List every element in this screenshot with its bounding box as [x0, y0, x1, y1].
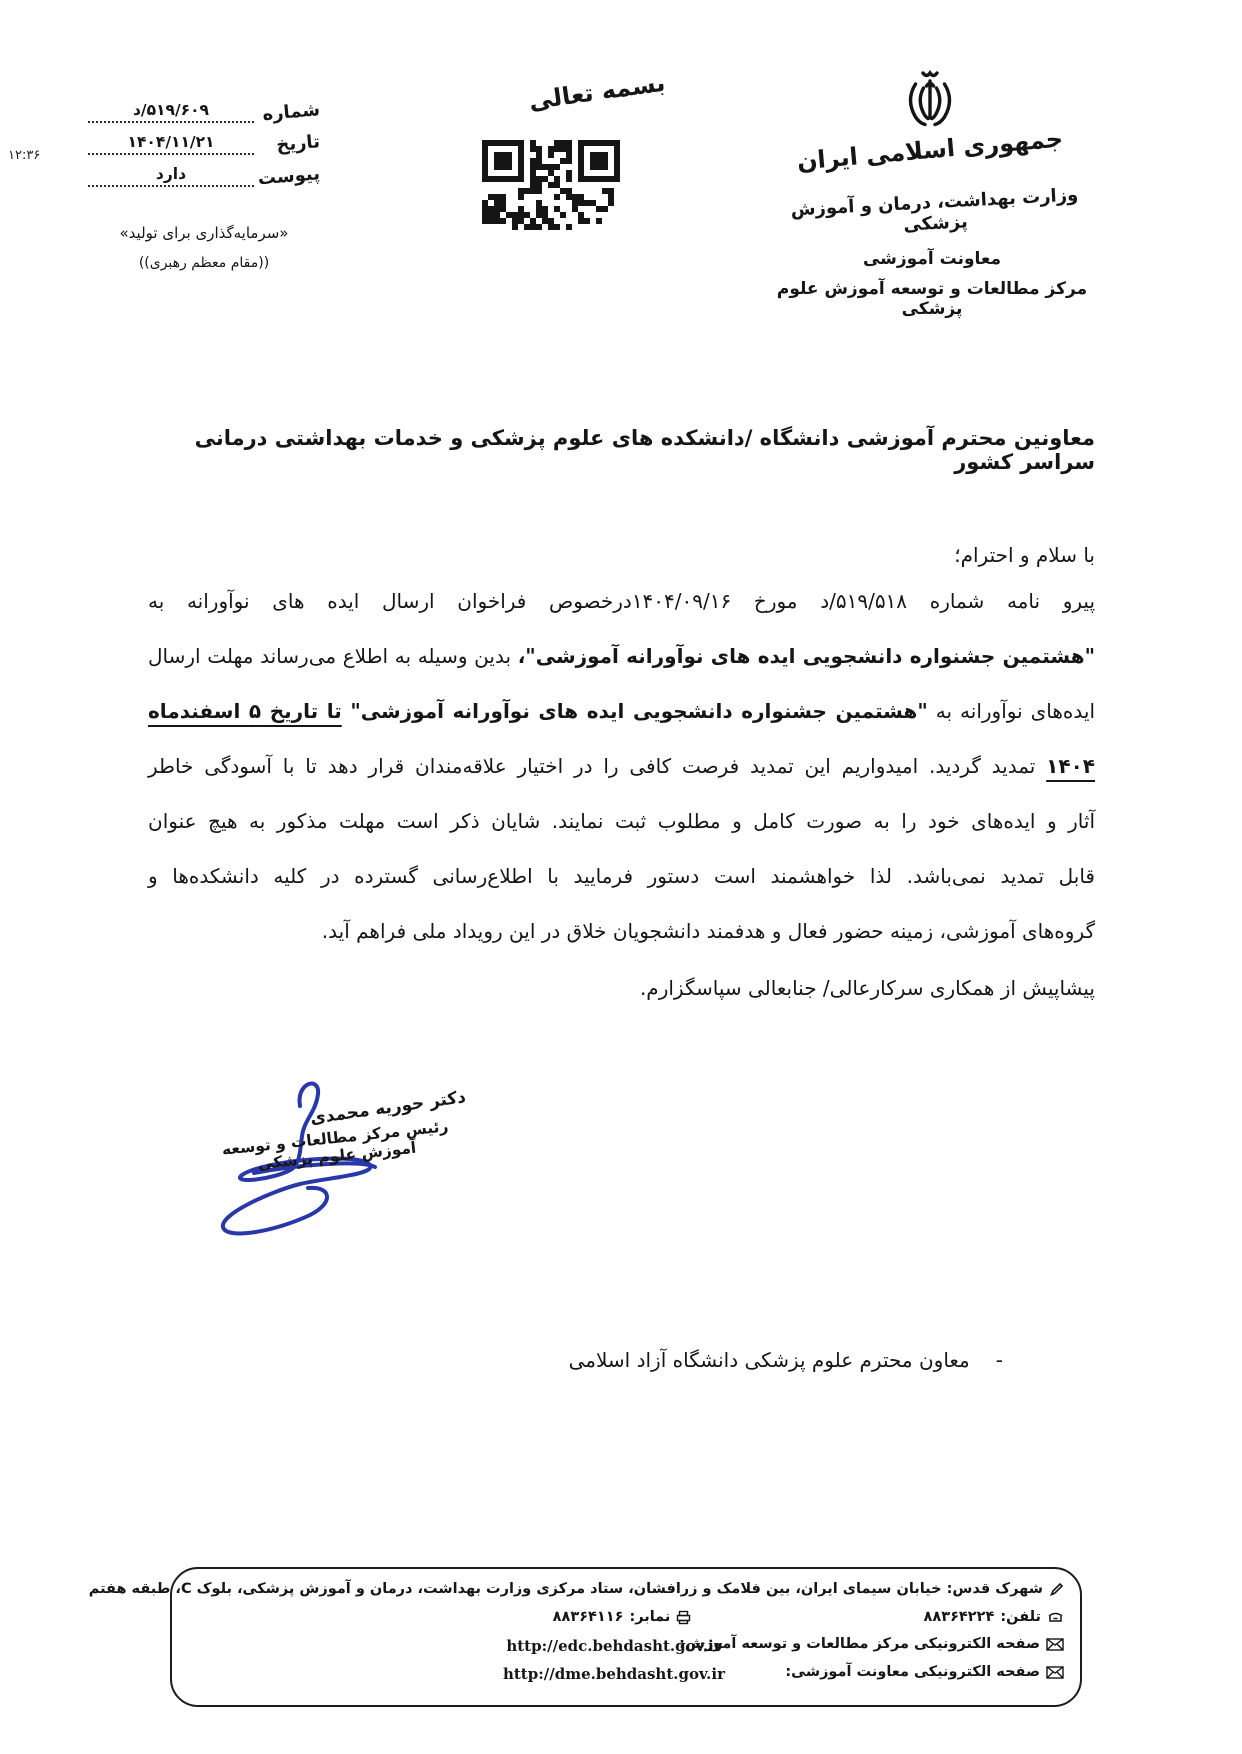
letter-number-row [88, 99, 321, 126]
signer-name-calligraphy: دکتر حوریه محمدی [308, 1087, 468, 1129]
envelope-icon [1046, 1638, 1064, 1651]
phone-label: تلفن: [1000, 1609, 1041, 1625]
list-dash: - [995, 1348, 1003, 1372]
besmele-calligraphy: بسمه تعالی [527, 68, 667, 116]
phone-number: ۸۸۳۶۴۲۲۴ [923, 1609, 995, 1625]
festival-name-bold: "هشتمین جشنواره دانشجویی ایده های نوآورانه آموزشی" [341, 699, 928, 723]
body-text: ایده‌های نوآورانه به [927, 699, 1096, 723]
body-text: مورخ [731, 589, 821, 613]
attachment-label: پیوست [257, 163, 321, 190]
fax-number: ۸۸۳۶۴۱۱۶ [552, 1609, 624, 1625]
reference-date: ۱۴۰۴/۰۹/۱۶ [631, 589, 732, 613]
body-line-4 [148, 754, 1095, 786]
letter-date-row [88, 132, 320, 155]
signer-title-calligraphy: رئیس مرکز مطالعات و توسعه آموزش علوم پزشکی [220, 1117, 450, 1174]
pencil-icon [1049, 1582, 1064, 1597]
envelope-icon [1046, 1666, 1064, 1679]
dme-site-url: http://dme.behdasht.gov.ir [502, 1665, 726, 1683]
body-text: درخصوص فراخوان ارسال ایده های نوآورانه به [148, 589, 632, 613]
festival-name-bold: "هشتمین جشنواره دانشجویی ایده های نوآورانه آموزشی"، [517, 644, 1095, 668]
body-line-6 [148, 864, 1095, 896]
body-text: قابل تمدید نمی‌باشد. لذا خواهشمند است دستور فرمایید با اطلاع‌رسانی گسترده در کلیه دانشکده‌ها و [148, 864, 1095, 888]
body-text: گروه‌های آموزشی، زمینه حضور فعال و هدفمند دانشجویان خلاق در این رویداد ملی فراهم آید. [321, 919, 1095, 943]
body-text: تمدید گردید. امیدواریم این تمدید فرصت کافی را در اختیار علاقه‌مندان قرار دهد تا با آسودگی خاطر [148, 754, 1047, 778]
cc-recipient: معاون محترم علوم پزشکی دانشگاه آزاد اسلامی [568, 1348, 970, 1372]
fax-row [502, 1609, 742, 1625]
deadline-year-underlined: ۱۴۰۴ [1046, 754, 1095, 778]
reference-number: د/۵۱۹/۵۱۸ [820, 589, 908, 613]
attachment-value: دارد [155, 165, 187, 183]
fax-label: نمابر: [629, 1609, 671, 1625]
dme-site-row [785, 1664, 1064, 1680]
edc-site-row [679, 1636, 1064, 1652]
ministry-name-calligraphy: وزارت بهداشت، درمان و آموزش پزشکی [790, 184, 1079, 236]
body-line-7 [148, 919, 1095, 951]
slogan-attribution: ((مقام معظم رهبری)) [138, 255, 270, 271]
footer-contact-box [88, 1567, 1082, 1707]
year-slogan [88, 218, 320, 278]
letter-info-block [88, 100, 320, 196]
body-line-3 [148, 699, 1095, 731]
government-name-calligraphy: جمهوری اسلامی ایران [795, 124, 1065, 176]
body-text: بدین وسیله به اطلاع می‌رساند مهلت ارسال [148, 644, 518, 668]
phone-icon [1047, 1610, 1064, 1624]
body-line-5 [148, 809, 1095, 841]
deadline-underlined: تا تاریخ ۵ اسفندماه [148, 699, 342, 723]
cc-recipient-line [569, 1348, 1003, 1372]
closing-line: پیشاپیش از همکاری سرکارعالی/ جنابعالی سپاسگزارم. [639, 976, 1095, 1000]
fax-icon [676, 1610, 691, 1625]
edc-site-label: صفحه الکترونیکی مرکز مطالعات و توسعه آموزش: [679, 1636, 1040, 1652]
letter-attachment-row [88, 163, 321, 190]
number-label: شماره [261, 99, 321, 126]
deputy-name: معاونت آموزشی [862, 249, 1002, 269]
iran-emblem-icon [898, 66, 962, 138]
date-value: ۱۴۰۴/۱۱/۲۱ [127, 133, 215, 151]
phone-row [924, 1609, 1064, 1625]
dme-site-label: صفحه الکترونیکی معاونت آموزشی: [785, 1664, 1040, 1680]
center-name: مرکز مطالعات و توسعه آموزش علوم پزشکی [776, 279, 1088, 319]
address-row [89, 1581, 1064, 1597]
body-text: پیرو نامه شماره [907, 589, 1096, 613]
date-label: تاریخ [275, 131, 321, 156]
number-value: د/۵۱۹/۶۰۹ [132, 101, 210, 119]
scan-timestamp: ۱۲:۳۶ [8, 148, 41, 163]
qr-code [482, 140, 620, 232]
body-line-2 [148, 644, 1095, 676]
body-text: آثار و ایده‌های خود را به صورت کامل و مطلوب ثبت نمایند. شایان ذکر است مهلت مذکور به هیچ عنوان [148, 809, 1095, 833]
salutation: با سلام و احترام؛ [954, 543, 1095, 567]
address-text: شهرک قدس: خیابان سیمای ایران، بین فلامک و زرافشان، ستاد مرکزی وزارت بهداشت، درمان و آموزش پزشکی، بلوک C، طبقه هفتم [88, 1581, 1043, 1597]
body-line-1 [148, 589, 1135, 621]
letter-title: معاونین محترم آموزشی دانشگاه /دانشکده های علوم پزشکی و خدمات بهداشتی درمانی سراسر کشور [194, 426, 1095, 474]
edc-site-url: http://edc.behdasht.gov.ir [506, 1637, 722, 1655]
slogan-text: «سرمایه‌گذاری برای تولید» [119, 224, 289, 242]
